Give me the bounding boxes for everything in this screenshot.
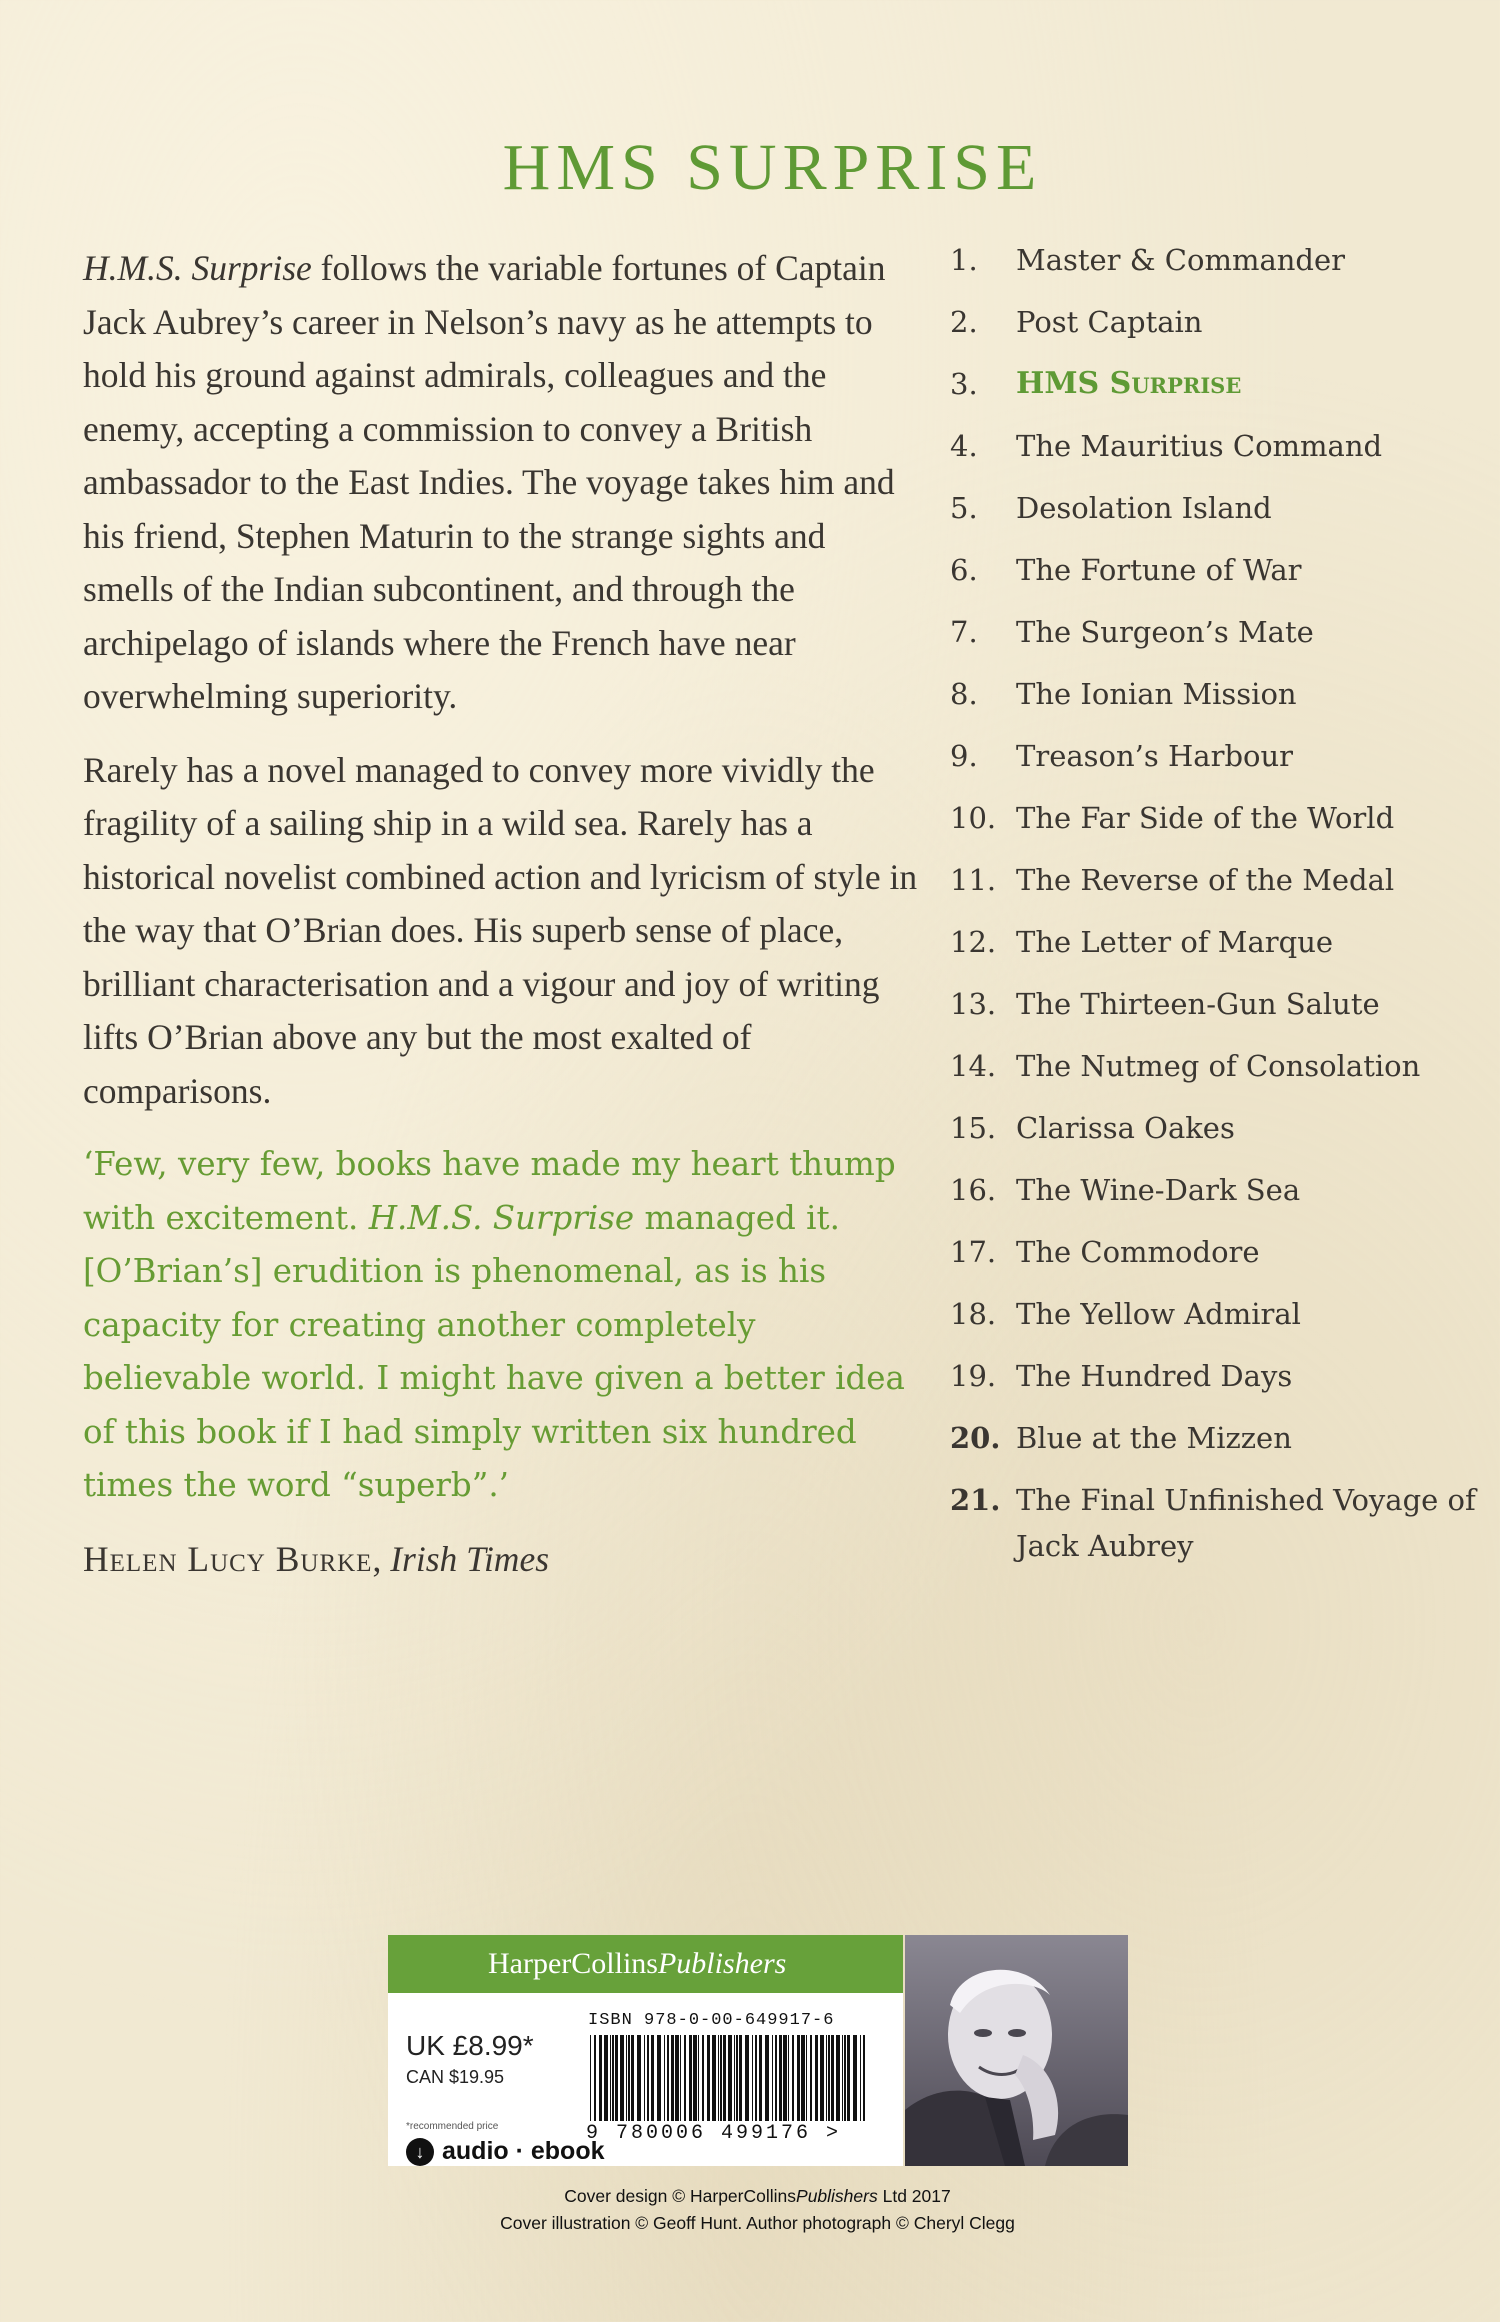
series-title: Clarissa Oakes [1016,1111,1235,1145]
series-item [950,546,1490,608]
reviewer-name: Helen Lucy Burke [83,1538,373,1579]
series-item [950,1166,1490,1228]
series-title: Post Captain [1016,305,1203,339]
book-title: HMS SURPRISE [502,131,1043,204]
series-item [950,732,1490,794]
series-title: HMS Surprise [1016,366,1242,401]
series-item [950,360,1490,422]
publisher-name-italic: Publishers [657,1947,787,1980]
series-item [950,608,1490,670]
description-paragraph-2: Rarely has a novel managed to convey more vividly the fragility of a sailing ship in a wild sea. Rarely has a historical novelist combined action and lyricism of style in the way that O’Brian does. His superb sense of place, brilliant characterisation and a vigour and joy of writing lifts O’Brian above any but the most exalted of comparisons. [83,749,918,1111]
series-title: The Mauritius Command [1016,429,1383,463]
quote-part-1: ‘Few, very few, books have made my heart thump with excitement. [83,1145,896,1237]
series-number: 2. [950,305,978,339]
series-number: 5. [950,491,978,525]
series-item [950,980,1490,1042]
formats-label: audio · ebook [442,2137,605,2165]
review-quote [83,1138,918,1513]
publisher-name: HarperCollins [488,1947,658,1980]
series-number: 11. [950,863,997,897]
series-title: The Thirteen-Gun Salute [1016,987,1380,1021]
series-number: 19. [950,1359,997,1393]
author-portrait [905,1935,1128,2166]
quote-title-1: H.M.S. [368,1198,483,1237]
price-note: *recommended price [406,2121,499,2132]
series-number: 3. [950,367,978,401]
series-title: The Reverse of the Medal [1016,863,1395,897]
credit-italic: Publishers [796,2186,878,2206]
series-item [950,1352,1490,1414]
series-item [950,298,1490,360]
series-title: Master & Commander [1016,243,1345,277]
barcode-digits: 9 780006 499176 > [586,2122,842,2145]
series-title: Desolation Island [1016,491,1272,525]
series-item [950,1228,1490,1290]
blurb-column [83,242,918,1586]
isbn-label: ISBN 978-0-00-649917-6 [588,2011,835,2030]
quote-part-2: managed it. [O’Brian’s] erudition is phenomenal, as is his capacity for creating another completely believable world. I might have given a better idea of this book if I had simply written six hundred times the word “superb”.’ [83,1198,905,1504]
series-number: 13. [950,987,997,1021]
series-item [950,1476,1490,1569]
series-item [950,794,1490,856]
publisher-banner [388,1935,903,1993]
series-number: 15. [950,1111,997,1145]
credits [0,2183,1500,2237]
series-title: The Hundred Days [1016,1359,1293,1393]
formats-badge [406,2137,605,2166]
credit-text-2: Ltd 2017 [877,2186,951,2206]
series-item [950,1290,1490,1352]
series-number: 1. [950,243,978,277]
cover-design-credit [0,2183,1500,2210]
series-item [950,422,1490,484]
series-title: The Nutmeg of Consolation [1016,1049,1421,1083]
barcode-panel [388,1935,903,2166]
quote-title-2: Surprise [492,1198,635,1237]
series-item [950,918,1490,980]
download-icon: ↓ [406,2138,434,2166]
series-item [950,1042,1490,1104]
series-title: Blue at the Mizzen [1016,1421,1292,1455]
series-number: 16. [950,1173,997,1207]
series-title: The Yellow Admiral [1016,1297,1301,1331]
review-attribution [83,1533,918,1587]
series-number: 7. [950,615,978,649]
series-title: The Letter of Marque [1016,925,1334,959]
series-title: The Surgeon’s Mate [1016,615,1314,649]
series-number: 4. [950,429,978,463]
series-item [950,484,1490,546]
description-paragraph-1 [83,242,918,724]
attribution-separator: , [372,1538,391,1579]
series-item [950,856,1490,918]
series-title: The Far Side of the World [1016,801,1395,835]
series-item [950,236,1490,298]
series-title: The Fortune of War [1016,553,1302,587]
series-number: 18. [950,1297,997,1331]
series-number: 8. [950,677,978,711]
book-title-italic: H.M.S. Surprise [83,248,312,288]
description-text: follows the variable fortunes of Captain Jack Aubrey’s career in Nelson’s navy as he attempts to hold his ground against admirals, colleagues and the enemy, accepting a commission to convey a British ambassador to the East Indies. The voyage takes him and his friend, Stephen Maturin to the strange sights and smells of the Indian subcontinent, and through the archipelago of islands where the French have near overwhelming superiority. [83,248,895,716]
series-number: 20. [950,1421,1001,1455]
series-number: 6. [950,553,978,587]
series-number: 14. [950,1049,997,1083]
series-item [950,1104,1490,1166]
series-title: Treason’s Harbour [1016,739,1294,773]
series-title: The Wine-Dark Sea [1016,1173,1301,1207]
series-list [950,236,1490,1569]
series-number: 21. [950,1483,1001,1517]
series-number: 12. [950,925,997,959]
price-uk: UK £8.99* [406,2030,534,2061]
barcode [588,2035,868,2121]
price-can: CAN $19.95 [406,2067,505,2087]
series-number: 17. [950,1235,997,1269]
series-number: 9. [950,739,978,773]
series-item [950,670,1490,732]
series-item [950,1414,1490,1476]
illustration-credit: Cover illustration © Geoff Hunt. Author photograph © Cheryl Clegg [500,2213,1015,2233]
series-title: The Ionian Mission [1016,677,1297,711]
credit-text-1: Cover design © HarperCollins [564,2186,797,2206]
series-number: 10. [950,801,997,835]
series-title: The Commodore [1016,1235,1260,1269]
series-title: The Final Unfinished Voyage of Jack Aubrey [1016,1483,1476,1563]
review-publication: Irish Times [390,1538,550,1579]
